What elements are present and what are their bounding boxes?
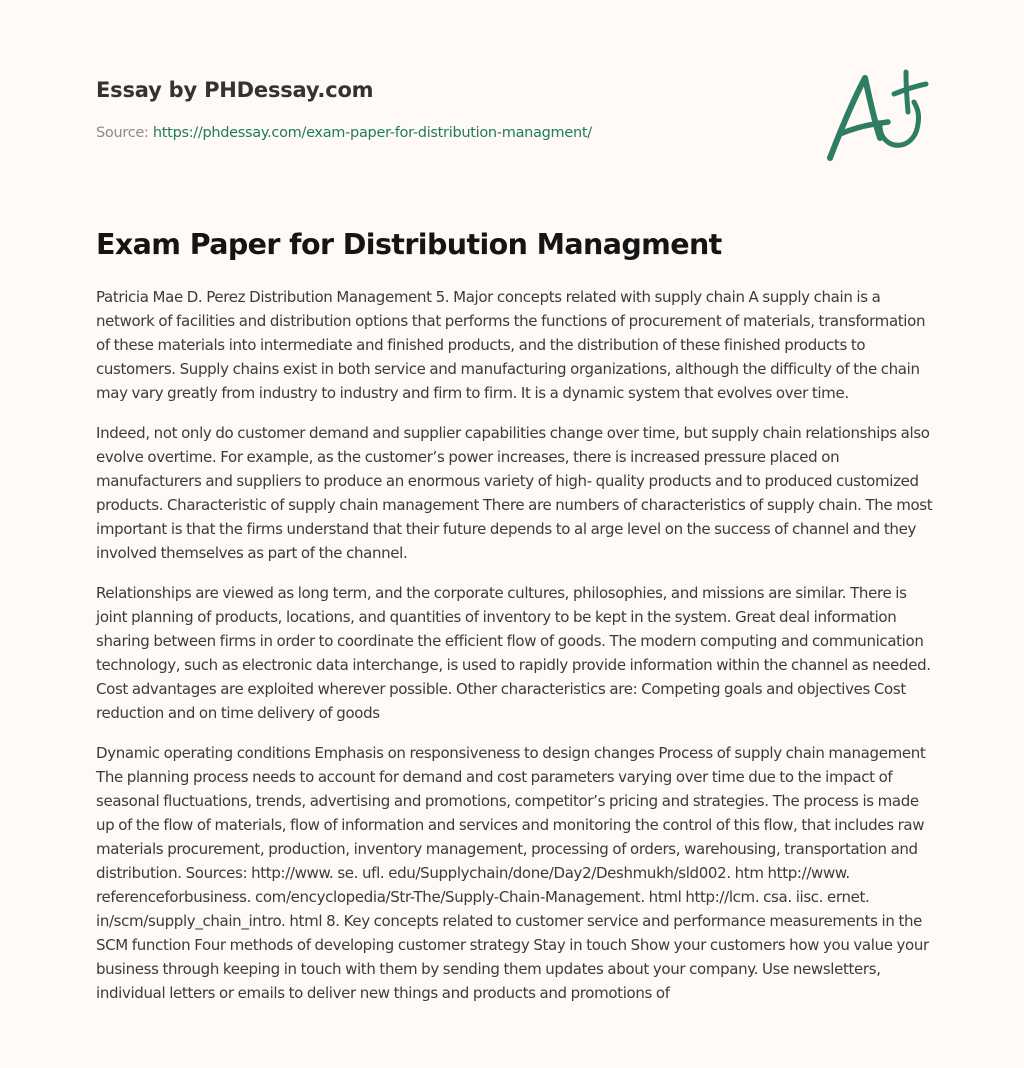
source-line <box>96 123 796 143</box>
essay-paragraph: Patricia Mae D. Perez Distribution Management 5. Major concepts related with supply chain A supply chain is a network of facilities and distribution options that performs the functions of procurement of materials, transformation of these materials into intermediate and finished products, and the distribution of these finished products to customers. Supply chains exist in both service and manufacturing organizations, although the difficulty of the chain may vary greatly from industry to industry and firm to firm. It is a dynamic system that evolves over time. <box>96 288 926 402</box>
essay-paragraph: Relationships are viewed as long term, and the corporate cultures, philosophies, and missions are similar. There is joint planning of products, locations, and quantities of inventory to be kept in the system. Great deal information sharing between firms in order to coordinate the efficient flow of goods. The modern computing and communication technology, such as electronic data interchange, is used to rapidly provide information within the channel as needed. Cost advantages are exploited wherever possible. Other characteristics are: Competing goals and objectives Cost reduction and on time delivery of goods <box>96 584 931 722</box>
essay-body <box>96 285 936 1021</box>
a-plus-grade-icon <box>818 66 930 166</box>
essay-title: Exam Paper for Distribution Managment <box>96 228 722 261</box>
essay-paragraph: Dynamic operating conditions Emphasis on responsiveness to design changes Process of supply chain management The planning process needs to account for demand and cost parameters varying over time due to the impact of seasonal fluctuations, trends, advertising and promotions, competitor’s pricing and strategies. The process is made up of the flow of materials, flow of information and services and monitoring the control of this flow, that includes raw materials procurement, production, inventory management, processing of orders, warehousing, transportation and distribution. Sources: http://www. se. ufl. edu/Supplychain/done/Day2/Deshmukh/sld002. htm http://www. referenceforbusiness. com/encyclopedia/Str-The/Supply-Chain-Management. html http://lcm. csa. iisc. ernet. in/scm/supply_chain_intro. html 8. Key concepts related to customer service and performance measurements in the SCM function Four methods of developing customer strategy Stay in touch Show your customers how you value your business through keeping in touch with them by sending them updates about your company. Use newsletters, individual letters or emails to deliver new things and products and promotions of <box>96 744 929 1002</box>
source-label: Source: <box>96 125 149 141</box>
brand-title: Essay by PHDessay.com <box>96 78 374 102</box>
page-header <box>96 76 796 143</box>
essay-paragraph: Indeed, not only do customer demand and supplier capabilities change over time, but supply chain relationships also evolve overtime. For example, as the customer’s power increases, there is increased pressure placed on manufacturers and suppliers to produce an enormous variety of high- quality products and to produced customized products. Characteristic of supply chain management There are numbers of characteristics of supply chain. The most important is that the firms understand that their future depends to al arge level on the success of channel and they involved themselves as part of the channel. <box>96 424 933 562</box>
source-link[interactable]: https://phdessay.com/exam-paper-for-distribution-managment/ <box>152 125 592 141</box>
